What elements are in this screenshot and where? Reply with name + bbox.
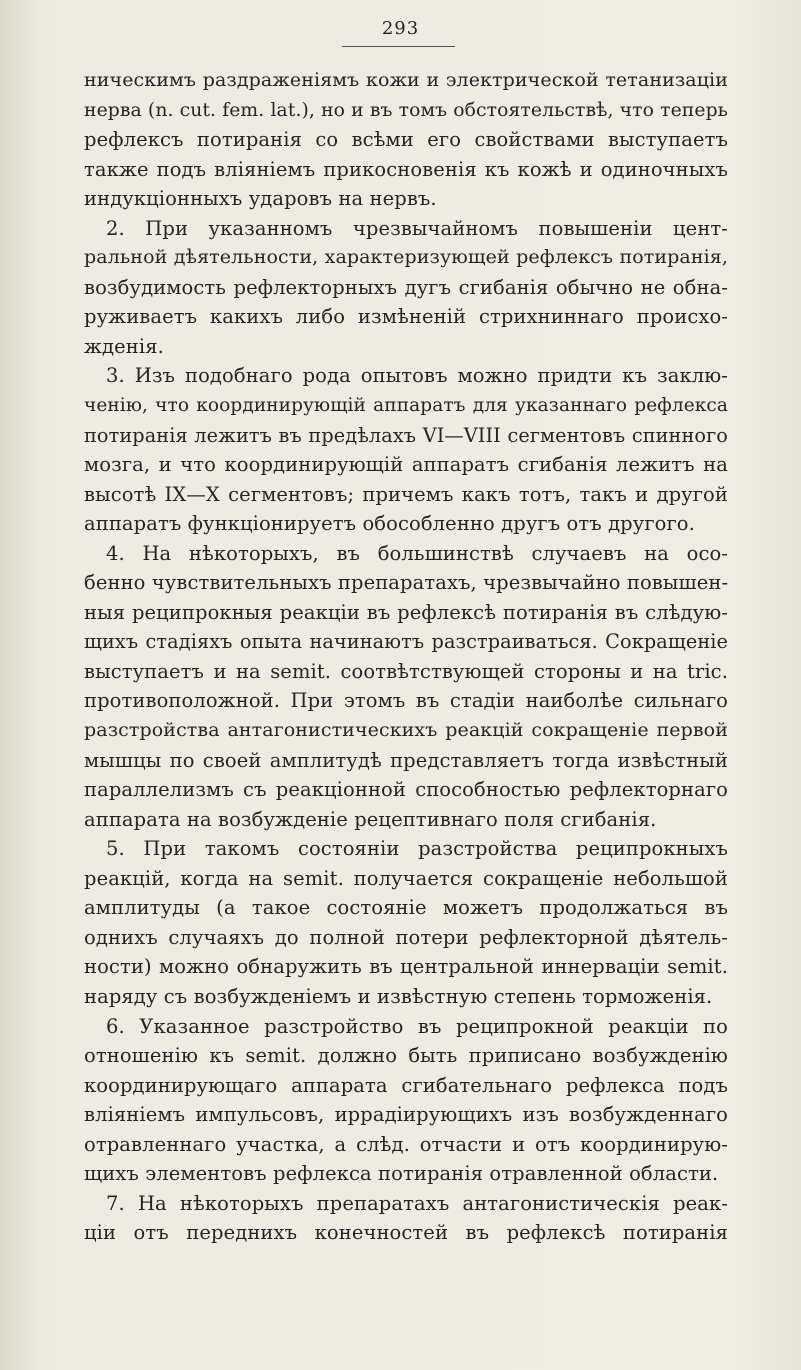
text-line: выступаетъ и на semit. соотвѣтствующей стороны и на tric. <box>84 659 728 683</box>
text-line: противоположной. При этомъ въ стадіи наиболѣе сильнаго <box>84 689 728 713</box>
text-line: ности) можно обнаружить въ центральной иннерваціи semit. <box>84 955 728 979</box>
text-line: 6. Указанное разстройство въ реципрокной реакціи по <box>106 1014 728 1038</box>
text-line: 2. При указанномъ чрезвычайномъ повышеніи цент- <box>106 216 728 240</box>
text-line: рефлексъ потиранія со всѣми его свойствами выступаетъ <box>84 128 728 152</box>
text-line: наряду съ возбужденіемъ и извѣстную степень торможенія. <box>84 984 713 1008</box>
text-line: 4. На нѣкоторыхъ, въ большинствѣ случаевъ на осо- <box>106 541 728 565</box>
text-line: щихъ стадіяхъ опыта начинаютъ разстраиваться. Сокращеніе <box>84 630 728 654</box>
text-line: амплитуды (а такое состояніе можетъ продолжаться въ <box>84 896 728 920</box>
text-line: координирующаго аппарата сгибательнаго рефлекса подъ <box>84 1073 728 1097</box>
text-line: ральной дѣятельности, характеризующей рефлексъ потиранія, <box>84 246 728 269</box>
page-number-rule <box>342 46 455 47</box>
text-line: ныя реципрокныя реакціи въ рефлексѣ потиранія въ слѣдую- <box>84 600 728 624</box>
text-line: 7. На нѣкоторыхъ препаратахъ антагонистическія реак- <box>106 1191 728 1215</box>
text-line: 3. Изъ подобнаго рода опытовъ можно придти къ заклю- <box>106 364 728 388</box>
text-line: реакцій, когда на semit. получается сокращеніе небольшой <box>84 866 728 890</box>
text-line: потиранія лежитъ въ предѣлахъ VI—VIII сегментовъ спинного <box>84 423 728 447</box>
text-line: мозга, и что координирующій аппаратъ сгибанія лежитъ на <box>84 453 728 477</box>
text-line: 5. При такомъ состояніи разстройства реципрокныхъ <box>106 837 728 861</box>
body-text <box>84 66 728 1248</box>
text-line: мышцы по своей амплитудѣ представляетъ тогда извѣстный <box>84 748 728 772</box>
text-line: руживаетъ какихъ либо измѣненій стрихниннаго происхо- <box>84 305 728 329</box>
page-number: 293 <box>381 18 420 39</box>
text-line: индукціонныхъ ударовъ на нервъ. <box>84 187 437 211</box>
text-line: отношенію къ semit. должно быть приписано возбужденію <box>84 1044 728 1068</box>
text-line: ченію, что координирующій аппаратъ для указаннаго рефлекса <box>84 395 728 417</box>
text-line: аппаратъ функціонируетъ обособленно другъ отъ другого. <box>84 512 695 536</box>
text-line: также подъ вліяніемъ прикосновенія къ кожѣ и одиночныхъ <box>84 157 728 181</box>
text-line: вліяніемъ импульсовъ, иррадіирующихъ изъ возбужденнаго <box>84 1103 728 1127</box>
text-line: ціи отъ переднихъ конечностей въ рефлексѣ потиранія <box>84 1221 728 1245</box>
text-line: высотѣ IX—X сегментовъ; причемъ какъ тотъ, такъ и другой <box>84 482 728 506</box>
text-line: аппарата на возбужденіе рецептивнаго поля сгибанія. <box>84 807 657 831</box>
text-line: возбудимость рефлекторныхъ дугъ сгибанія обычно не обна- <box>84 275 728 299</box>
text-line: параллелизмъ съ реакціонной способностью рефлекторнаго <box>84 778 728 802</box>
text-line: жденія. <box>84 334 164 358</box>
text-line: однихъ случаяхъ до полной потери рефлекторной дѣятель- <box>84 925 728 949</box>
text-line: отравленнаго участка, а слѣд. отчасти и отъ координирую- <box>84 1132 728 1156</box>
text-line: ническимъ раздраженіямъ кожи и электрической тетанизаціи <box>84 69 728 91</box>
text-line: бенно чувствительныхъ препаратахъ, чрезвычайно повышен- <box>84 571 729 595</box>
text-line: нерва (n. cut. fem. lat.), но и въ томъ обстоятельствѣ, что теперь <box>84 99 728 121</box>
text-line: разстройства антагонистическихъ реакцій сокращеніе первой <box>84 719 728 742</box>
text-line: щихъ элементовъ рефлекса потиранія отравленной области. <box>84 1162 719 1186</box>
